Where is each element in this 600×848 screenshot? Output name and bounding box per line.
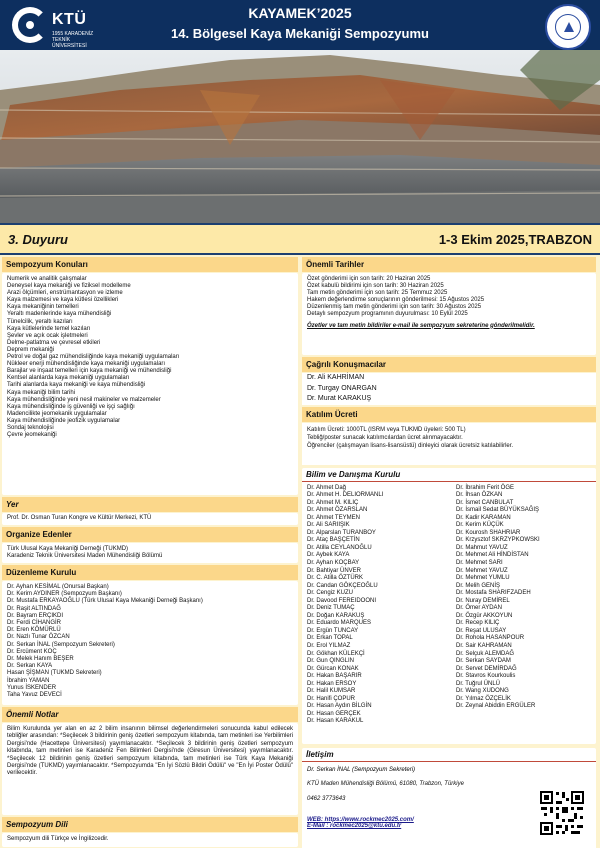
- venue-heading: Yer: [2, 497, 298, 512]
- board-member: Dr. Sair KAHRAMAN: [456, 642, 512, 649]
- board-member: Dr. Erol YILMAZ: [307, 642, 351, 649]
- speakers-heading: Çağrılı Konuşmacılar: [302, 357, 596, 372]
- board-member: Dr. Ali SARIIŞIK: [307, 522, 350, 529]
- quarry-illustration: [0, 50, 600, 223]
- qr-code-pattern: [538, 789, 586, 837]
- website-link[interactable]: WEB: https://www.rockmec2025.com/: [307, 816, 414, 823]
- committee-member: Dr. Bayram ERÇIKDI: [7, 612, 64, 619]
- board-member: Dr. Tuğrul ÜNLÜ: [456, 680, 501, 687]
- board-member: Dr. Doğan KARAKUŞ: [307, 612, 365, 619]
- board-member: Dr. Ömer AYDAN: [456, 605, 502, 612]
- board-member: Dr. Nuray DEMİREL: [456, 597, 510, 604]
- committee-member: Dr. Ayhan KESİMAL (Onursal Başkan): [7, 584, 109, 590]
- board-member: Dr. Hakan BAŞARIR: [307, 673, 362, 680]
- topic-item: Sondaj teknolojisi: [7, 424, 54, 431]
- board-member: Dr. Gürcan KONAK: [307, 665, 359, 672]
- topic-item: Yeraltı madenlerinde kaya mühendisliği: [7, 311, 112, 318]
- board-member: Dr. Wang XUDONG: [456, 688, 509, 695]
- dates-heading: Önemli Tarihler: [302, 257, 596, 272]
- board-list: [302, 482, 596, 744]
- topic-item: Kaya mühendisliğinde yeni nesil makineler ve malzemeler: [7, 396, 161, 403]
- committee-list: [2, 581, 298, 705]
- notes-text: Bilim Kurulunda yer alan en az 2 bilim insanının bilimsel değerlendirmeleri sonucunda kabul edilecek tebliğler arasından: *Seçilecek 3 bildirinin geniş özetleri sempozyum kitabında, tam metinleri ise Yerbilimleri Dergisi'nde (Hacettepe Üniversitesi) yayımlanacaktır. *Seçilecek 3 bildirinin geniş özetleri sempozyum kitabında, tam metinleri ise Karadeniz Fen Bilimleri Dergisi'nde (Giresun Üniversitesi) yayımlanacaktır. *Seçilecek 12 bildirinin geniş özetleri sempozyum kitabında, tam metinleri ise Türk Kaya Mekaniği Dergisi'nde (TUKMD) yayımlanacaktır. *Sempozyumda "En İyi Sözlü Bildiri Ödülü" ve "En İyi Poster Ödülü" verilecektir.: [7, 726, 293, 777]
- board-member: Dr. Hasan GERÇEK: [307, 710, 361, 717]
- date-line: Hakem değerlendirme sonuçlarının gönderilmesi: 15 Ağustos 2025: [307, 297, 485, 304]
- topic-item: Delme-patlatma ve çevresel etkileri: [7, 339, 101, 346]
- board-member: Dr. Ahmet ÖZARSLAN: [307, 507, 368, 514]
- committee-member: Dr. Ferdi CİHANGİR: [7, 620, 62, 627]
- board-heading: Bilim ve Danışma Kurulu: [302, 468, 596, 482]
- announcement-number: 3. Duyuru: [8, 232, 68, 247]
- board-member: Dr. Yılmaz ÖZÇELİK: [456, 695, 511, 702]
- board-member: Dr. Candan GÖKÇEOĞLU: [307, 582, 378, 589]
- venue-text: Prof. Dr. Osman Turan Kongre ve Kültür Merkezi, KTÜ: [7, 515, 152, 521]
- contact-heading: İletişim: [302, 748, 596, 762]
- topic-item: Numerik ve analitik çalışmalar: [7, 276, 87, 282]
- fee-line: Katılım Ücreti: 1000TL (ISRM veya TUKMD üyeleri: 500 TL): [307, 426, 466, 433]
- notes-box: [2, 723, 298, 815]
- page-subtitle: 14. Bölgesel Kaya Mekaniği Sempozyumu: [171, 26, 429, 41]
- ktu-logo: [12, 7, 94, 49]
- board-member: Dr. Mostafa SHARIFZADEH: [456, 590, 531, 597]
- fee-line: Tebliğ/poster sunacak katılımcılardan ücret alınmayacaktır.: [307, 434, 463, 441]
- committee-member: Hasan ŞİŞMAN (TUKMD Sekreteri): [7, 670, 102, 677]
- committee-heading: Düzenleme Kurulu: [2, 565, 298, 580]
- content-area: [0, 255, 600, 848]
- board-member: Dr. Eduardo MARQUES: [307, 620, 372, 627]
- board-member: Dr. Hakan ERSOY: [307, 680, 357, 687]
- committee-member: Dr. Serkan KAYA: [7, 663, 53, 670]
- contact-box: [302, 767, 596, 848]
- committee-member: Dr. Kerim AYDINER (Sempozyum Başkanı): [7, 591, 122, 598]
- committee-member: Dr. Eren KÖMÜRLÜ: [7, 627, 61, 634]
- fee-line: Öğrenciler (çalışmayan lisans-lisansüstü) dinleyici olarak ücretsiz katılabilirler.: [307, 442, 514, 449]
- board-member: Dr. C. Atilla ÖZTÜRK: [307, 575, 364, 582]
- organizers-box: [2, 543, 298, 563]
- board-member: Dr. Ataç BAŞÇETİN: [307, 537, 360, 544]
- topic-item: Kaya kütlelerinde temel kazıları: [7, 325, 91, 332]
- board-member: Dr. Mehmet YAVUZ: [456, 567, 508, 574]
- date-line: Detaylı sempozyum programının duyurulması: 10 Eylül 2025: [307, 311, 468, 318]
- board-member: Dr. Reşat ULUSAY: [456, 627, 507, 634]
- email-link[interactable]: E-Mail : rockmec2025@ktu.edu.tr: [307, 822, 402, 829]
- fee-box: [302, 423, 596, 465]
- quarry-photo: [0, 50, 600, 223]
- left-column: [2, 255, 298, 847]
- topic-item: Nükleer enerji mühendisliğinde kaya mekaniği uygulamaları: [7, 361, 166, 368]
- board-member: Dr. Bahtiyar ÜNVER: [307, 567, 362, 574]
- qr-code-icon[interactable]: [538, 789, 586, 837]
- board-member: Dr. Ahmet TEYMEN: [307, 514, 360, 521]
- contact-address: KTÜ Maden Mühendisliği Bölümü, 61080, Trabzon, Türkiye: [307, 780, 464, 787]
- board-member: Dr. İsmail Sedat BÜYÜKSAĞIŞ: [456, 507, 540, 514]
- topic-item: Kentsel alanlarda kaya mekaniği uygulamaları: [7, 375, 130, 382]
- committee-member: Dr. Raşit ALTINDAĞ: [7, 605, 61, 612]
- board-member: Dr. Ahmet M. KILIÇ: [307, 499, 359, 506]
- ktu-dot-icon: [26, 21, 34, 29]
- topic-item: Çevre jeomekaniği: [7, 432, 57, 439]
- topic-item: Barajlar ve inşaat temelleri için kaya mekaniği ve mühendisliği: [7, 368, 172, 375]
- contact-section: [302, 748, 596, 848]
- board-member: Dr. Ergün TUNCAY: [307, 627, 359, 634]
- board-member: Dr. Hasan KARAKUL: [307, 718, 364, 725]
- board-member: Dr. Serkan SAYDAM: [456, 658, 511, 665]
- topic-item: Kaya mühendisliğinde jeofizik uygulamalar: [7, 417, 121, 424]
- seal-inner-ring: [555, 14, 581, 40]
- board-column-b: [456, 485, 596, 711]
- topic-item: Kaya mekaniğinin temelleri: [7, 304, 79, 311]
- board-member: Dr. Selçuk ALEMDAĞ: [456, 650, 515, 657]
- committee-member: İbrahim YAMAN: [7, 677, 50, 684]
- board-member: Dr. Krzysztof SKRZYPKOWSKI: [456, 537, 540, 544]
- board-member: Dr. Atilla CEYLANOĞLU: [307, 544, 372, 551]
- page-title: KAYAMEK’2025: [248, 5, 352, 21]
- date-line: Tam metin gönderimi için son tarih: 25 Temmuz 2025: [307, 290, 448, 297]
- right-column: [302, 255, 596, 848]
- language-text: Sempozyum dili Türkçe ve İngilizcedir.: [7, 836, 109, 842]
- organizer-line: Karadeniz Teknik Üniversitesi Maden Mühendisliği Bölümü: [7, 553, 163, 560]
- board-member: Dr. Gun QINGLIN: [307, 658, 355, 665]
- date-line: Özet kabulü bildirimi için son tarih: 30 Haziran 2025: [307, 283, 444, 290]
- committee-member: Dr. Nazlı Tunar ÖZCAN: [7, 634, 70, 641]
- topic-item: Madencilikte jeomekanik uygulamalar: [7, 410, 107, 417]
- board-section: [302, 468, 596, 744]
- tukmd-seal-icon: [545, 4, 591, 50]
- board-member: Dr. Ayhan KOÇBAY: [307, 559, 360, 566]
- board-member: Dr. Hanifi ÇOPUR: [307, 695, 356, 702]
- topic-item: Petrol ve doğal gaz mühendisliğinde kaya mekaniği uygulamaları: [7, 354, 180, 361]
- speakers-list: [302, 373, 596, 405]
- dates-box: [302, 273, 596, 355]
- language-box: [2, 833, 298, 847]
- topic-item: Tarihi alanlarda kaya mekaniği ve kaya mühendisliği: [7, 382, 146, 389]
- board-column-a: [307, 485, 452, 727]
- topic-item: Şevler ve açık ocak işletmeleri: [7, 332, 88, 339]
- board-member: Dr. Recep KILIÇ: [456, 620, 500, 627]
- board-member: Dr. Davood FEREIDOONI: [307, 597, 377, 604]
- topics-list: [2, 273, 298, 495]
- board-member: Dr. Zeynal Abiddin ERGÜLER: [456, 703, 536, 710]
- committee-member: Yunus İSKENDER: [7, 684, 57, 691]
- topic-item: Deprem mekaniği: [7, 346, 55, 353]
- board-member: Dr. Kerim KÜÇÜK: [456, 522, 504, 529]
- board-member: Dr. Mehmet YUMLU: [456, 575, 510, 582]
- contact-name: Dr. Serkan İNAL (Sempozyum Sekreteri): [307, 766, 416, 773]
- board-member: Dr. Kadir KARAMAN: [456, 514, 511, 521]
- board-member: Dr. Mahmut YAVUZ: [456, 544, 508, 551]
- board-member: Dr. Ahmet Dağ: [307, 484, 347, 491]
- board-member: Dr. Mehmet Ali HİNDİSTAN: [456, 552, 529, 559]
- committee-member: Dr. Serkan İNAL (Sempozyum Sekreteri): [7, 641, 115, 648]
- topic-item: Kaya mühendisliğinde iş güvenliği ve işçi sağlığı: [7, 403, 135, 410]
- board-member: Dr. Rohola HASANPOUR: [456, 635, 525, 642]
- board-member: Dr. Stavros Kourkoulis: [456, 673, 516, 680]
- board-member: Dr. Özgür AKKOYUN: [456, 612, 513, 619]
- topic-item: Tünelcilik, yeraltı kazıları: [7, 318, 73, 325]
- organizer-line: Türk Ulusal Kaya Mekaniği Derneği (TUKMD): [7, 546, 129, 552]
- organizers-heading: Organize Edenler: [2, 527, 298, 542]
- announce-band: [0, 223, 600, 255]
- board-member: Dr. İbrahim Ferit ÖGE: [456, 484, 515, 491]
- topic-item: Deneysel kaya mekaniği ve fiziksel modelleme: [7, 283, 131, 290]
- ktu-logo-sub: 1955 KARADENİZ TEKNİK ÜNİVERSİTESİ: [52, 31, 94, 49]
- language-heading: Sempozyum Dili: [2, 817, 298, 832]
- committee-member: Dr. Melek Hanım BEŞER: [7, 656, 74, 663]
- speaker-name: Dr. Murat KARAKUŞ: [302, 394, 596, 405]
- board-member: Dr. Kourosh SHAHRIAR: [456, 529, 521, 536]
- board-member: Dr. Hasan Aydın BİLGİN: [307, 703, 372, 710]
- board-member: Dr. Gökhan KÜLEKÇİ: [307, 650, 365, 657]
- header: [0, 0, 600, 50]
- board-member: Dr. İsmet CANBULAT: [456, 499, 514, 506]
- date-line: Düzenlenmiş tam metin gönderimi için son tarih: 30 Ağustos 2025: [307, 304, 482, 311]
- board-member: Dr. Aybek KAYA: [307, 552, 350, 559]
- speaker-name: Dr. Ali KAHRİMAN: [302, 373, 596, 384]
- speaker-name: Dr. Turgay ONARGAN: [302, 384, 596, 395]
- event-date-location: 1-3 Ekim 2025,TRABZON: [438, 232, 592, 247]
- committee-member: Taha Yavuz DEVECİ: [7, 692, 62, 699]
- board-member: Dr. Alparslan TURANBOY: [307, 529, 376, 536]
- ktu-logo-text: KTÜ: [52, 11, 87, 28]
- topic-item: Kaya mekaniği bilim tarihi: [7, 389, 76, 396]
- notes-heading: Önemli Notlar: [2, 707, 298, 722]
- board-member: Dr. Servet DEMİRDAĞ: [456, 665, 517, 672]
- committee-member: Dr. Ercüment KOÇ: [7, 648, 57, 655]
- board-member: Dr. İhsan ÖZKAN: [456, 492, 503, 499]
- dates-note: Özetler ve tam metin bildiriler e-mail ile sempozyum sekreterine gönderilmelidir.: [307, 322, 535, 329]
- committee-member: Dr. Mustafa ERKAYAOĞLU (Türk Ulusal Kaya Mekaniği Derneği Başkanı): [7, 598, 203, 605]
- board-member: Dr. Erkan TOPAL: [307, 635, 353, 642]
- topic-item: Kaya malzemesi ve kaya kütlesi özellikleri: [7, 297, 119, 304]
- board-member: Dr. Ahmet H. DELIORMANLI: [307, 492, 384, 499]
- board-member: Dr. Deniz TUMAÇ: [307, 605, 355, 612]
- date-line: Özet gönderimi için son tarih: 20 Haziran 2025: [307, 276, 431, 282]
- topic-item: Arazi ölçümleri, enstrümantasyon ve izleme: [7, 290, 123, 297]
- board-member: Dr. Halil KUMSAR: [307, 688, 356, 695]
- seal-mountain-icon: [564, 22, 574, 32]
- fee-heading: Katılım Ücreti: [302, 407, 596, 422]
- topics-heading: Sempozyum Konuları: [2, 257, 298, 272]
- board-member: Dr. Cengiz KUZU: [307, 590, 354, 597]
- board-member: Dr. Mehmet SARI: [456, 559, 503, 566]
- contact-phone: 0462 3773643: [307, 795, 346, 802]
- board-member: Dr. Melih GENİŞ: [456, 582, 501, 589]
- venue-box: [2, 513, 298, 525]
